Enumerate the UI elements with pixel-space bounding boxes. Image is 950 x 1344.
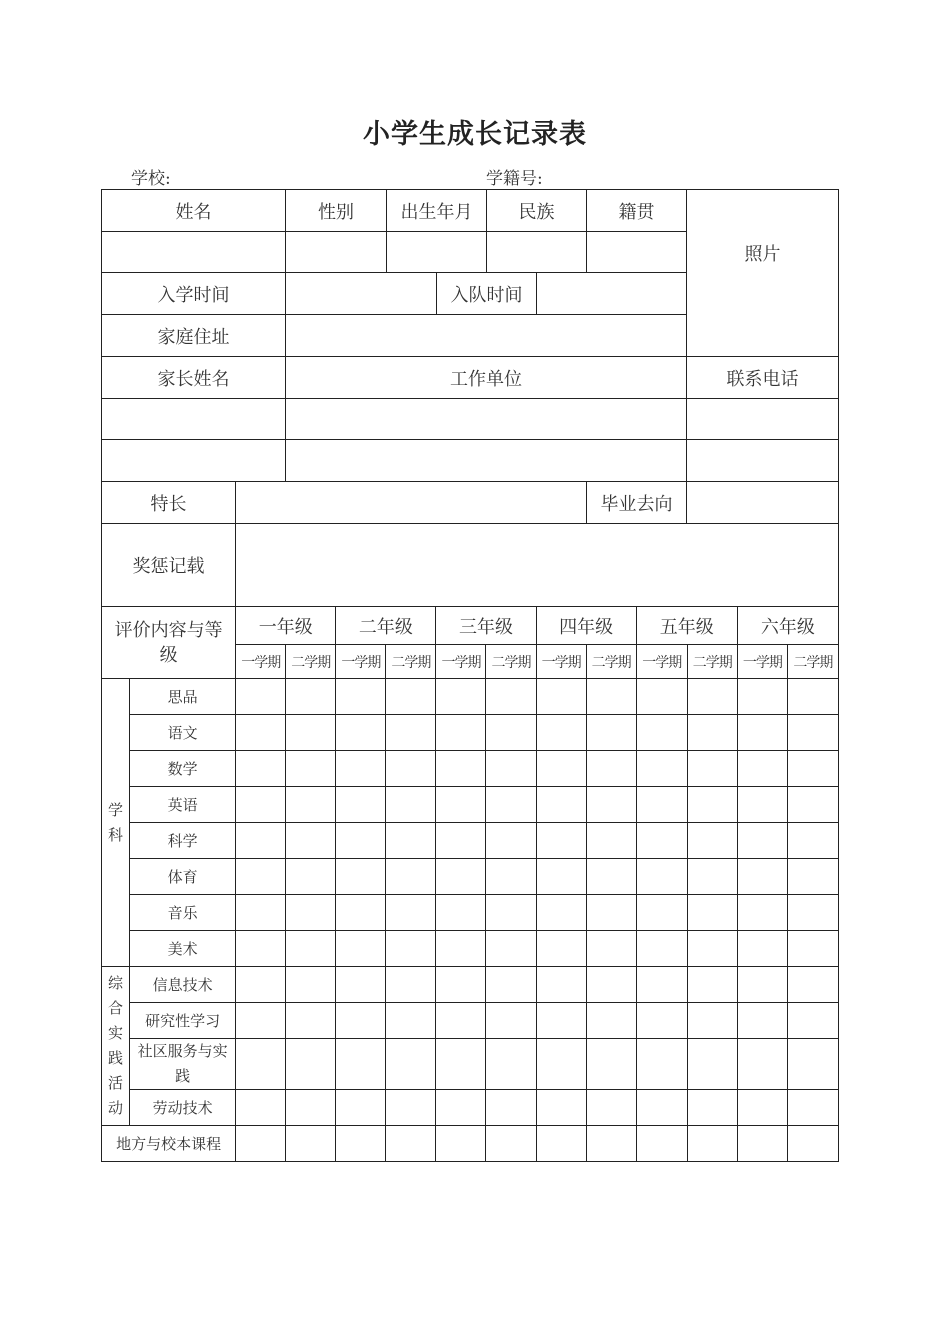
grade-cell[interactable] xyxy=(636,859,687,895)
awards-label: 奖惩记载 xyxy=(102,524,236,607)
semester-1-header: 一学期 xyxy=(236,645,286,679)
grade-cell[interactable] xyxy=(536,823,586,859)
address-field[interactable] xyxy=(286,315,687,357)
semester-1-header: 一学期 xyxy=(737,645,787,679)
grade-cell[interactable] xyxy=(787,679,838,715)
grade-cell[interactable] xyxy=(787,859,838,895)
specialty-field[interactable] xyxy=(236,482,587,524)
ethnicity-field[interactable] xyxy=(487,232,587,273)
grade-cell[interactable] xyxy=(436,967,486,1003)
student-id-label: 学籍号: xyxy=(486,169,543,189)
join-team-time-label: 入队时间 xyxy=(437,273,537,315)
enroll-time-field[interactable] xyxy=(286,273,437,315)
parent-name-label: 家长姓名 xyxy=(102,357,286,399)
grade-cell[interactable] xyxy=(687,715,737,751)
grade-cell[interactable] xyxy=(286,1039,336,1090)
grade-cell[interactable] xyxy=(286,823,336,859)
grade-cell[interactable] xyxy=(386,1090,436,1126)
grade-cell[interactable] xyxy=(336,931,386,967)
grade-cell[interactable] xyxy=(236,715,286,751)
grade-cell[interactable] xyxy=(737,715,787,751)
grade-cell[interactable] xyxy=(536,1126,586,1162)
name-field[interactable] xyxy=(102,232,286,273)
grade-cell[interactable] xyxy=(486,787,536,823)
grade-cell[interactable] xyxy=(737,1039,787,1090)
grade-cell[interactable] xyxy=(787,823,838,859)
grade-cell[interactable] xyxy=(436,859,486,895)
grade-cell[interactable] xyxy=(236,1126,286,1162)
grade-cell[interactable] xyxy=(586,823,636,859)
subject-label: 音乐 xyxy=(130,895,236,931)
phone-field[interactable] xyxy=(687,399,839,440)
semester-2-header: 二学期 xyxy=(687,645,737,679)
grade-cell[interactable] xyxy=(286,787,336,823)
grade-cell[interactable] xyxy=(787,751,838,787)
grade-cell[interactable] xyxy=(286,751,336,787)
grade-cell[interactable] xyxy=(236,895,286,931)
grade-cell[interactable] xyxy=(336,715,386,751)
grade-cell[interactable] xyxy=(687,1090,737,1126)
grade-cell[interactable] xyxy=(787,967,838,1003)
birth-field[interactable] xyxy=(387,232,487,273)
grade-cell[interactable] xyxy=(737,1090,787,1126)
grade-cell[interactable] xyxy=(386,823,436,859)
grade-cell[interactable] xyxy=(586,895,636,931)
grade-cell[interactable] xyxy=(236,1039,286,1090)
grade-cell[interactable] xyxy=(737,859,787,895)
grade-cell[interactable] xyxy=(486,859,536,895)
gender-field[interactable] xyxy=(286,232,387,273)
grade-cell[interactable] xyxy=(336,679,386,715)
grade-cell[interactable] xyxy=(536,679,586,715)
local-course-label: 地方与校本课程 xyxy=(102,1126,236,1162)
phone-label: 联系电话 xyxy=(687,357,839,399)
grade-cell[interactable] xyxy=(737,823,787,859)
subject-label: 数学 xyxy=(130,751,236,787)
specialty-label: 特长 xyxy=(102,482,236,524)
grade-year-header: 二年级 xyxy=(336,607,436,645)
graduation-label: 毕业去向 xyxy=(587,482,687,524)
grade-cell[interactable] xyxy=(386,967,436,1003)
grade-year-header: 一年级 xyxy=(236,607,336,645)
grade-cell[interactable] xyxy=(787,931,838,967)
grade-cell[interactable] xyxy=(286,679,336,715)
grade-cell[interactable] xyxy=(687,823,737,859)
grade-cell[interactable] xyxy=(386,895,436,931)
grade-cell[interactable] xyxy=(536,1039,586,1090)
grade-cell[interactable] xyxy=(336,1126,386,1162)
name-label: 姓名 xyxy=(102,190,286,232)
grade-cell[interactable] xyxy=(636,787,687,823)
grade-cell[interactable] xyxy=(436,1126,486,1162)
grade-cell[interactable] xyxy=(536,895,586,931)
grade-cell[interactable] xyxy=(586,715,636,751)
grade-cell[interactable] xyxy=(636,967,687,1003)
ethnicity-label: 民族 xyxy=(487,190,587,232)
work-unit-field[interactable] xyxy=(286,440,687,482)
subjects-group-text: 学科 xyxy=(108,800,124,844)
grade-cell[interactable] xyxy=(286,715,336,751)
grade-cell[interactable] xyxy=(536,967,586,1003)
grade-cell[interactable] xyxy=(436,823,486,859)
grade-cell[interactable] xyxy=(236,1090,286,1126)
subject-label: 语文 xyxy=(130,715,236,751)
grade-cell[interactable] xyxy=(386,1003,436,1039)
native-place-field[interactable] xyxy=(587,232,687,273)
subject-label: 科学 xyxy=(130,823,236,859)
grade-cell[interactable] xyxy=(586,751,636,787)
grade-cell[interactable] xyxy=(687,1126,737,1162)
grade-cell[interactable] xyxy=(436,787,486,823)
practice-label: 劳动技术 xyxy=(130,1090,236,1126)
grade-cell[interactable] xyxy=(586,931,636,967)
grade-cell[interactable] xyxy=(687,1039,737,1090)
semester-1-header: 一学期 xyxy=(436,645,486,679)
photo-box[interactable]: 照片 xyxy=(687,190,839,357)
grade-cell[interactable] xyxy=(787,1126,838,1162)
practice-label: 研究性学习 xyxy=(130,1003,236,1039)
subjects-group-label xyxy=(102,679,130,967)
grade-cell[interactable] xyxy=(636,1039,687,1090)
grade-cell[interactable] xyxy=(636,1126,687,1162)
semester-2-header: 二学期 xyxy=(486,645,536,679)
grade-cell[interactable] xyxy=(436,931,486,967)
grade-cell[interactable] xyxy=(336,967,386,1003)
enroll-time-label: 入学时间 xyxy=(102,273,286,315)
grade-cell[interactable] xyxy=(687,751,737,787)
grade-cell[interactable] xyxy=(536,1090,586,1126)
grade-cell[interactable] xyxy=(236,967,286,1003)
grades-table xyxy=(101,606,839,1162)
grade-cell[interactable] xyxy=(687,967,737,1003)
grade-cell[interactable] xyxy=(286,1126,336,1162)
grade-cell[interactable] xyxy=(486,895,536,931)
awards-field[interactable] xyxy=(236,524,839,607)
grade-cell[interactable] xyxy=(386,1039,436,1090)
grade-cell[interactable] xyxy=(486,751,536,787)
grade-cell[interactable] xyxy=(687,1003,737,1039)
grade-cell[interactable] xyxy=(486,715,536,751)
grade-cell[interactable] xyxy=(737,787,787,823)
grade-cell[interactable] xyxy=(386,1126,436,1162)
subject-label: 思品 xyxy=(130,679,236,715)
semester-2-header: 二学期 xyxy=(586,645,636,679)
semester-1-header: 一学期 xyxy=(536,645,586,679)
grade-cell[interactable] xyxy=(787,715,838,751)
grade-cell[interactable] xyxy=(236,931,286,967)
grade-cell[interactable] xyxy=(586,679,636,715)
grade-cell[interactable] xyxy=(636,715,687,751)
personal-info-table xyxy=(101,189,839,607)
practice-label: 社区服务与实践 xyxy=(130,1039,236,1090)
grade-cell[interactable] xyxy=(386,931,436,967)
grade-year-header: 三年级 xyxy=(436,607,536,645)
grade-cell[interactable] xyxy=(336,1090,386,1126)
semester-2-header: 二学期 xyxy=(386,645,436,679)
subject-label: 英语 xyxy=(130,787,236,823)
grade-cell[interactable] xyxy=(536,787,586,823)
practice-label: 信息技术 xyxy=(130,967,236,1003)
join-team-time-field[interactable] xyxy=(537,273,687,315)
grade-cell[interactable] xyxy=(787,1003,838,1039)
grade-cell[interactable] xyxy=(436,751,486,787)
grade-cell[interactable] xyxy=(687,859,737,895)
grade-cell[interactable] xyxy=(687,679,737,715)
grade-cell[interactable] xyxy=(386,859,436,895)
grade-cell[interactable] xyxy=(486,823,536,859)
subject-label: 体育 xyxy=(130,859,236,895)
grade-cell[interactable] xyxy=(737,1126,787,1162)
grade-cell[interactable] xyxy=(486,1090,536,1126)
grade-cell[interactable] xyxy=(286,1003,336,1039)
native-place-label: 籍贯 xyxy=(587,190,687,232)
work-unit-label: 工作单位 xyxy=(286,357,687,399)
grade-cell[interactable] xyxy=(636,931,687,967)
grade-cell[interactable] xyxy=(436,1039,486,1090)
grade-cell[interactable] xyxy=(687,787,737,823)
grade-cell[interactable] xyxy=(386,679,436,715)
grade-cell[interactable] xyxy=(636,679,687,715)
grade-cell[interactable] xyxy=(486,931,536,967)
grade-cell[interactable] xyxy=(636,895,687,931)
grade-cell[interactable] xyxy=(737,967,787,1003)
gender-label: 性别 xyxy=(286,190,387,232)
grade-cell[interactable] xyxy=(737,1003,787,1039)
grade-cell[interactable] xyxy=(737,895,787,931)
grade-cell[interactable] xyxy=(236,1003,286,1039)
grade-cell[interactable] xyxy=(236,859,286,895)
subject-label: 美术 xyxy=(130,931,236,967)
grade-cell[interactable] xyxy=(787,895,838,931)
grade-year-header: 五年级 xyxy=(636,607,737,645)
practice-group-label xyxy=(102,967,130,1126)
grade-cell[interactable] xyxy=(536,715,586,751)
grade-cell[interactable] xyxy=(336,859,386,895)
grade-cell[interactable] xyxy=(787,787,838,823)
grade-cell[interactable] xyxy=(636,1003,687,1039)
grade-cell[interactable] xyxy=(737,751,787,787)
grade-cell[interactable] xyxy=(586,1003,636,1039)
grade-year-header: 四年级 xyxy=(536,607,636,645)
grade-cell[interactable] xyxy=(436,1003,486,1039)
grade-cell[interactable] xyxy=(486,1039,536,1090)
semester-1-header: 一学期 xyxy=(636,645,687,679)
grade-cell[interactable] xyxy=(336,1003,386,1039)
grade-cell[interactable] xyxy=(336,895,386,931)
grade-cell[interactable] xyxy=(787,1039,838,1090)
grade-cell[interactable] xyxy=(787,1090,838,1126)
grade-cell[interactable] xyxy=(636,751,687,787)
grade-cell[interactable] xyxy=(436,715,486,751)
phone-field[interactable] xyxy=(687,440,839,482)
grade-cell[interactable] xyxy=(386,715,436,751)
grade-cell[interactable] xyxy=(486,1126,536,1162)
birth-label: 出生年月 xyxy=(387,190,487,232)
grade-cell[interactable] xyxy=(336,1039,386,1090)
practice-group-text: 综合实践活动 xyxy=(108,974,124,1117)
grade-cell[interactable] xyxy=(436,895,486,931)
grade-cell[interactable] xyxy=(536,751,586,787)
grade-cell[interactable] xyxy=(536,931,586,967)
grade-cell[interactable] xyxy=(486,967,536,1003)
grade-cell[interactable] xyxy=(486,679,536,715)
page-title: 小学生成长记录表 xyxy=(363,119,587,150)
semester-2-header: 二学期 xyxy=(286,645,336,679)
grade-cell[interactable] xyxy=(536,1003,586,1039)
evaluation-header: 评价内容与等级 xyxy=(102,607,236,679)
school-label: 学校: xyxy=(131,169,171,189)
grade-cell[interactable] xyxy=(737,679,787,715)
grade-cell[interactable] xyxy=(586,1039,636,1090)
grade-cell[interactable] xyxy=(286,1090,336,1126)
grade-cell[interactable] xyxy=(536,859,586,895)
grade-cell[interactable] xyxy=(586,787,636,823)
grade-cell[interactable] xyxy=(636,823,687,859)
grade-cell[interactable] xyxy=(286,895,336,931)
graduation-field[interactable] xyxy=(687,482,839,524)
grade-cell[interactable] xyxy=(687,931,737,967)
work-unit-field[interactable] xyxy=(286,399,687,440)
grade-cell[interactable] xyxy=(286,859,336,895)
grade-cell[interactable] xyxy=(336,823,386,859)
grade-cell[interactable] xyxy=(436,679,486,715)
semester-2-header: 二学期 xyxy=(787,645,838,679)
grade-cell[interactable] xyxy=(636,1090,687,1126)
grade-cell[interactable] xyxy=(586,859,636,895)
grade-cell[interactable] xyxy=(336,751,386,787)
grade-cell[interactable] xyxy=(386,787,436,823)
grade-cell[interactable] xyxy=(586,967,636,1003)
parent-name-field[interactable] xyxy=(102,399,286,440)
grade-cell[interactable] xyxy=(286,931,336,967)
grade-cell[interactable] xyxy=(286,967,336,1003)
grade-cell[interactable] xyxy=(687,895,737,931)
address-label: 家庭住址 xyxy=(102,315,286,357)
grade-cell[interactable] xyxy=(236,787,286,823)
grade-cell[interactable] xyxy=(486,1003,536,1039)
grade-cell[interactable] xyxy=(386,751,436,787)
grade-year-header: 六年级 xyxy=(737,607,838,645)
grade-cell[interactable] xyxy=(236,751,286,787)
grade-cell[interactable] xyxy=(336,787,386,823)
parent-name-field[interactable] xyxy=(102,440,286,482)
grade-cell[interactable] xyxy=(586,1090,636,1126)
grade-cell[interactable] xyxy=(586,1126,636,1162)
grade-cell[interactable] xyxy=(236,679,286,715)
grade-cell[interactable] xyxy=(436,1090,486,1126)
grade-cell[interactable] xyxy=(737,931,787,967)
semester-1-header: 一学期 xyxy=(336,645,386,679)
grade-cell[interactable] xyxy=(236,823,286,859)
